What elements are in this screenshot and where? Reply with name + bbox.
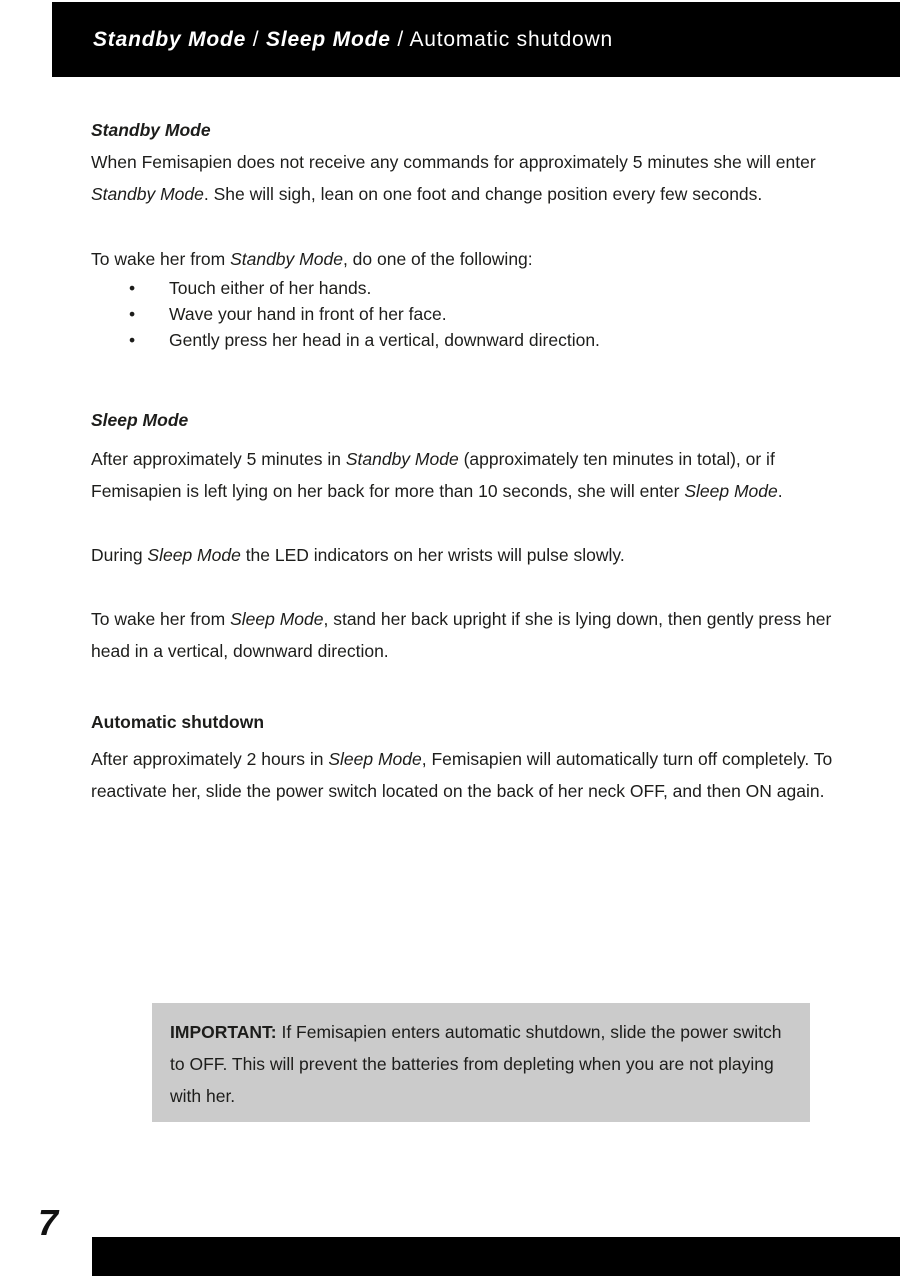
text-run: Gently press her head in a vertical, downward direction. <box>169 330 600 350</box>
text-run: Sleep Mode <box>266 27 391 51</box>
text-run: . <box>777 481 783 501</box>
text-run: Sleep Mode <box>91 410 189 430</box>
text-run: Standby Mode <box>230 249 343 269</box>
list-item <box>91 275 836 301</box>
text-run: / <box>246 27 267 51</box>
paragraph-wake-sleep <box>91 603 836 667</box>
text-run: If Femisapien enters automatic shutdown, slide the power switch to OFF. This will prevent the batteries from depleting when you are not playing with her. <box>170 1022 782 1106</box>
text-run: Sleep Mode <box>230 609 324 629</box>
text-run: Sleep Mode <box>147 545 241 565</box>
text-run: Standby Mode <box>91 184 204 204</box>
text-run: When Femisapien does not receive any commands for approximately 5 minutes she will enter <box>91 152 816 172</box>
page-content <box>91 114 836 807</box>
bullet-icon: • <box>129 278 136 298</box>
paragraph-sleep-led <box>91 539 836 571</box>
bullet-icon: • <box>129 330 136 350</box>
list-item-text <box>169 275 371 301</box>
text-run: IMPORTANT: <box>170 1022 277 1042</box>
text-run: Touch either of her hands. <box>169 278 372 298</box>
list-item <box>91 327 836 353</box>
text-run: Sleep Mode <box>684 481 778 501</box>
list-item-text <box>169 327 600 353</box>
paragraph-wake-standby <box>91 243 836 275</box>
text-run: To wake her from <box>91 249 231 269</box>
text-run: To wake her from <box>91 609 231 629</box>
important-note-text <box>170 1016 790 1112</box>
paragraph-standby-intro <box>91 146 836 210</box>
list-item <box>91 301 836 327</box>
text-run: , Femisapien will automatically turn off completely. To reactivate her, slide the power switch located on the back of her neck OFF, and then ON again. <box>91 749 833 801</box>
section-heading-standby-mode <box>91 114 836 146</box>
text-run: Automatic shutdown <box>91 712 265 732</box>
page-header-bar <box>52 2 900 77</box>
text-run: , stand her back upright if she is lying down, then gently press her head in a vertical, downward direction. <box>91 609 832 661</box>
text-run: Automatic shutdown <box>409 27 613 51</box>
section-heading-automatic-shutdown <box>91 706 836 738</box>
text-run: Standby Mode <box>91 120 211 140</box>
text-run: Standby Mode <box>345 449 459 469</box>
footer-bar <box>92 1237 900 1276</box>
bullet-list-wake-standby <box>91 275 836 353</box>
text-run: After approximately 5 minutes in <box>91 449 346 469</box>
page-number: 7 <box>38 1202 59 1243</box>
text-run: . She will sigh, lean on one foot and change position every few seconds. <box>203 184 763 204</box>
paragraph-automatic-shutdown <box>91 743 836 807</box>
text-run: (approximately ten minutes in total), or if Femisapien is left lying on her back for more than 10 seconds, she will enter <box>91 449 775 501</box>
text-run: Sleep Mode <box>328 749 422 769</box>
text-run: After approximately 2 hours in <box>91 749 329 769</box>
text-run: Standby Mode <box>93 27 247 51</box>
bullet-icon: • <box>129 304 136 324</box>
important-note-box <box>152 1003 810 1122</box>
text-run: , do one of the following: <box>342 249 533 269</box>
text-run: the LED indicators on her wrists will pulse slowly. <box>240 545 625 565</box>
text-run: During <box>91 545 148 565</box>
list-item-text <box>169 301 447 327</box>
section-heading-sleep-mode <box>91 404 836 436</box>
text-run: Wave your hand in front of her face. <box>169 304 447 324</box>
paragraph-sleep-intro <box>91 443 836 507</box>
text-run: / <box>390 27 410 51</box>
page-header-title <box>93 28 613 52</box>
